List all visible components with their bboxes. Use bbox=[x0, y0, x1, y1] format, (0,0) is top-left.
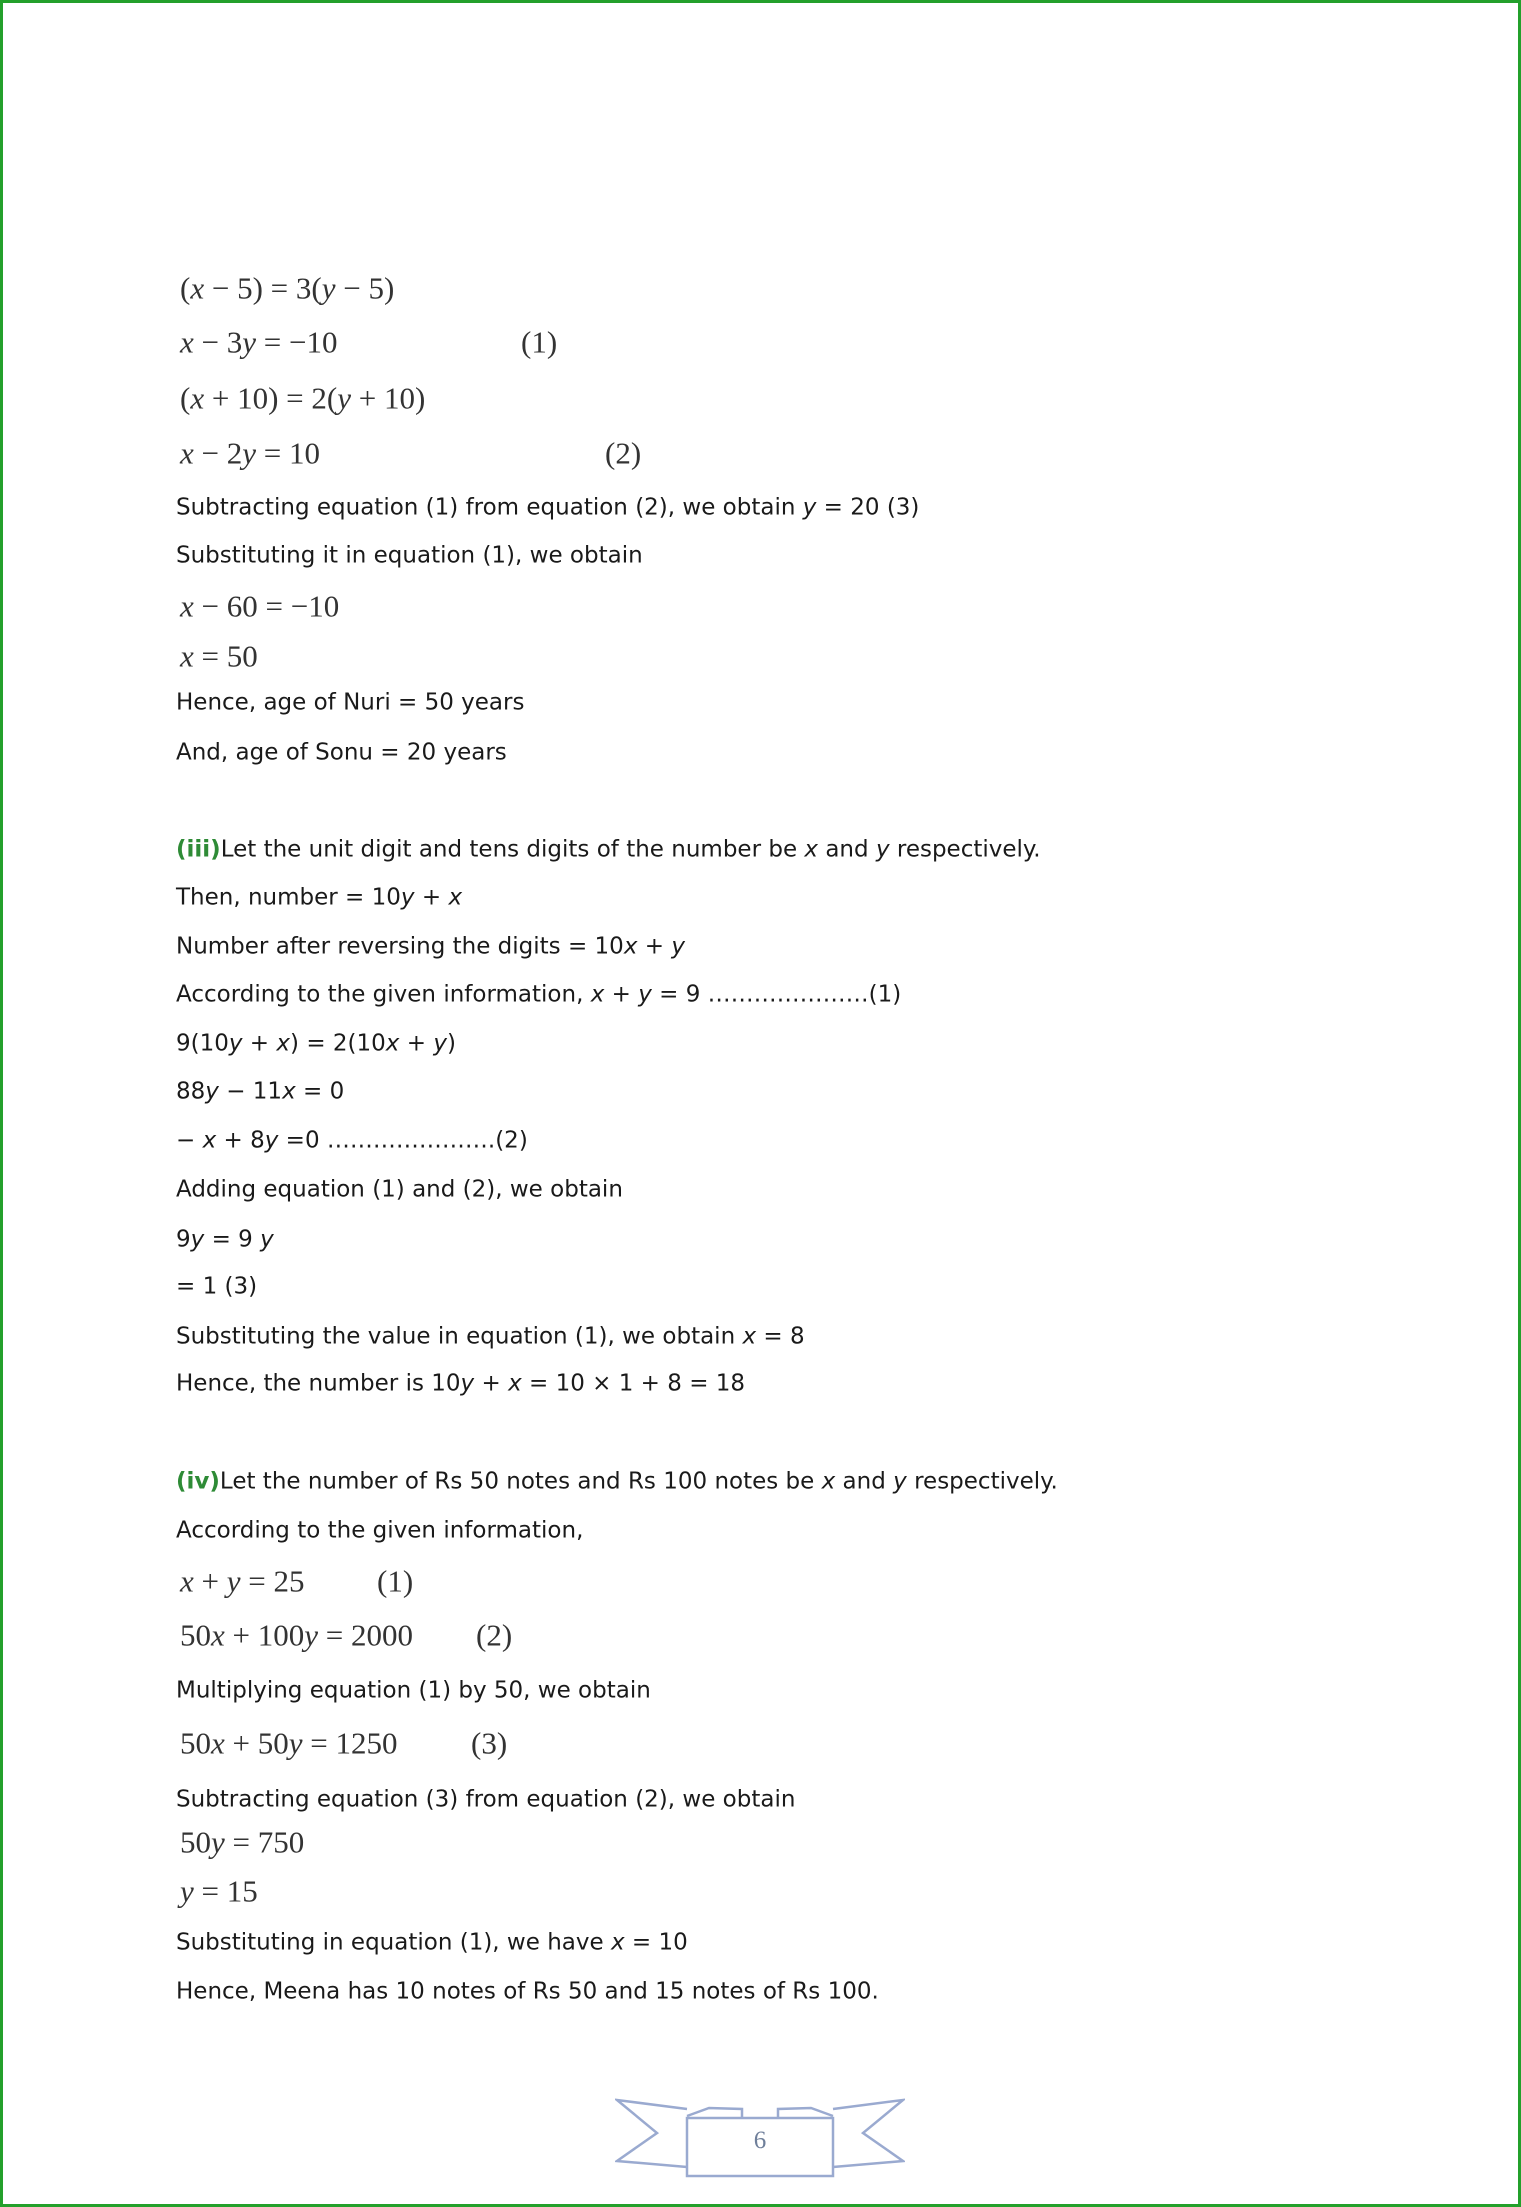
text-segment: − bbox=[176, 1127, 203, 1154]
variable: x bbox=[276, 1030, 291, 1057]
variable: x bbox=[211, 1725, 225, 1761]
equation-number: (1) bbox=[377, 1563, 414, 1599]
variable: x bbox=[821, 1468, 836, 1495]
text-segment: = 10 × 1 + 8 = 18 bbox=[521, 1370, 746, 1397]
variable: x bbox=[211, 1617, 225, 1653]
text-segment: + 10) bbox=[350, 380, 426, 416]
text-segment: According to the given information, bbox=[176, 1517, 584, 1544]
variable: x bbox=[190, 270, 205, 306]
text-segment: respectively. bbox=[889, 836, 1041, 863]
text-line bbox=[176, 1978, 879, 2005]
text-line bbox=[176, 1929, 688, 1956]
part-label: (iv) bbox=[176, 1468, 220, 1495]
equation-line bbox=[180, 324, 558, 360]
text-segment: and bbox=[818, 836, 876, 863]
text-segment: Subtracting equation (3) from equation (2), we obtain bbox=[176, 1786, 796, 1813]
text-segment: = 8 bbox=[756, 1323, 805, 1350]
text-segment: Number after reversing the digits = 10 bbox=[176, 933, 624, 960]
text-segment: = 10 bbox=[624, 1929, 688, 1956]
equation-line bbox=[180, 380, 426, 416]
equation-line bbox=[180, 1725, 508, 1761]
equation-number: (2) bbox=[605, 435, 642, 471]
text-segment: =0 ………………….(2) bbox=[278, 1127, 528, 1154]
text-line bbox=[176, 1176, 623, 1203]
text-segment: ( bbox=[180, 380, 191, 416]
equation-number: (3) bbox=[471, 1725, 508, 1761]
text-segment: According to the given information, bbox=[176, 981, 591, 1008]
text-segment: − 3 bbox=[193, 324, 243, 360]
text-segment: = 1 (3) bbox=[176, 1273, 258, 1300]
variable: y bbox=[337, 380, 351, 416]
text-segment: − 11 bbox=[218, 1078, 283, 1105]
variable: x bbox=[590, 981, 605, 1008]
text-segment: ) bbox=[446, 1030, 456, 1057]
text-segment: 50 bbox=[180, 1617, 211, 1653]
text-segment: + 8 bbox=[216, 1127, 265, 1154]
text-segment: + bbox=[399, 1030, 434, 1057]
page-number: 6 bbox=[753, 2127, 767, 2154]
equation-line bbox=[180, 270, 395, 306]
text-segment: + bbox=[604, 981, 639, 1008]
text-segment: = 2000 bbox=[318, 1617, 413, 1653]
part-label: (iii) bbox=[176, 836, 221, 863]
text-segment: And, age of Sonu = 20 years bbox=[176, 739, 507, 766]
variable: x bbox=[610, 1929, 625, 1956]
text-segment: ( bbox=[180, 270, 191, 306]
variable: y bbox=[180, 1873, 194, 1909]
variable: y bbox=[460, 1370, 475, 1397]
variable: x bbox=[742, 1323, 757, 1350]
text-line bbox=[176, 1468, 1058, 1495]
text-segment: Hence, the number is 10 bbox=[176, 1370, 461, 1397]
text-line bbox=[176, 884, 463, 911]
text-segment: 88 bbox=[176, 1078, 206, 1105]
variable: y bbox=[226, 1563, 241, 1599]
variable: y bbox=[288, 1725, 303, 1761]
text-segment: Subtracting equation (1) from equation (2), we obtain bbox=[176, 494, 803, 521]
variable: y bbox=[190, 1226, 205, 1253]
text-segment: = 25 bbox=[240, 1563, 305, 1599]
variable: x bbox=[180, 324, 194, 360]
text-line bbox=[176, 1517, 584, 1544]
text-segment: = 1250 bbox=[302, 1725, 398, 1761]
text-segment: = 9 bbox=[204, 1226, 261, 1253]
text-segment: 9(10 bbox=[176, 1030, 229, 1057]
text-segment: Multiplying equation (1) by 50, we obtain bbox=[176, 1677, 651, 1704]
text-segment: = 750 bbox=[224, 1824, 305, 1860]
variable: x bbox=[448, 884, 463, 911]
variable: y bbox=[242, 324, 257, 360]
text-segment: Adding equation (1) and (2), we obtain bbox=[176, 1176, 623, 1203]
text-segment: + 10) = 2( bbox=[204, 380, 338, 416]
text-segment: Hence, Meena has 10 notes of Rs 50 and 15 notes of Rs 100. bbox=[176, 1978, 879, 2005]
variable: y bbox=[304, 1617, 319, 1653]
text-segment: Then, number = 10 bbox=[176, 884, 401, 911]
text-segment: Let the number of Rs 50 notes and Rs 100 notes be bbox=[219, 1468, 822, 1495]
text-segment: = 0 bbox=[295, 1078, 345, 1105]
variable: y bbox=[205, 1078, 219, 1105]
text-line bbox=[176, 981, 902, 1008]
text-segment: + bbox=[414, 884, 449, 911]
text-segment: + bbox=[637, 933, 672, 960]
variable: x bbox=[282, 1078, 296, 1105]
text-segment: + bbox=[242, 1030, 277, 1057]
equation-line bbox=[180, 1824, 305, 1860]
text-segment: 9 bbox=[176, 1226, 191, 1253]
text-segment: Substituting the value in equation (1), we obtain bbox=[176, 1323, 743, 1350]
equation-line bbox=[180, 435, 642, 471]
equation-number: (2) bbox=[476, 1617, 513, 1653]
variable: y bbox=[433, 1030, 447, 1057]
variable: y bbox=[321, 270, 336, 306]
variable: y bbox=[264, 1127, 279, 1154]
variable: x bbox=[180, 435, 194, 471]
text-segment: Let the unit digit and tens digits of the number be bbox=[220, 836, 805, 863]
text-segment: = 15 bbox=[193, 1873, 258, 1909]
text-line bbox=[176, 1370, 746, 1397]
text-line bbox=[176, 1030, 456, 1057]
variable: y bbox=[242, 435, 257, 471]
variable: y bbox=[638, 981, 652, 1008]
variable: x bbox=[180, 638, 194, 674]
text-segment: − 2 bbox=[193, 435, 243, 471]
text-segment: − 60 = −10 bbox=[193, 588, 340, 624]
variable: x bbox=[623, 933, 638, 960]
text-segment: + bbox=[193, 1563, 227, 1599]
text-segment: = 9 …………………(1) bbox=[651, 981, 902, 1008]
text-segment: 50 bbox=[180, 1824, 211, 1860]
equation-line bbox=[180, 588, 340, 624]
text-segment: = 10 bbox=[256, 435, 320, 471]
variable: x bbox=[190, 380, 205, 416]
text-line bbox=[176, 542, 643, 569]
variable: x bbox=[385, 1030, 400, 1057]
text-segment: = 50 bbox=[193, 638, 258, 674]
text-line bbox=[176, 689, 525, 716]
text-line bbox=[176, 836, 1041, 863]
text-line bbox=[176, 1127, 528, 1154]
text-segment: Substituting in equation (1), we have bbox=[176, 1929, 611, 1956]
text-line bbox=[176, 933, 685, 960]
equation-line bbox=[180, 1617, 513, 1653]
variable: y bbox=[400, 884, 415, 911]
variable: y bbox=[875, 836, 890, 863]
variable: x bbox=[202, 1127, 217, 1154]
text-line bbox=[176, 1273, 258, 1300]
variable: y bbox=[211, 1824, 225, 1860]
text-segment: respectively. bbox=[906, 1468, 1058, 1495]
variable: y bbox=[893, 1468, 907, 1495]
variable: y bbox=[671, 933, 685, 960]
equation-line bbox=[180, 638, 258, 674]
text-segment: + 100 bbox=[224, 1617, 305, 1653]
variable: x bbox=[180, 588, 194, 624]
variable: y bbox=[802, 494, 817, 521]
text-segment: Hence, age of Nuri = 50 years bbox=[176, 689, 525, 716]
text-line bbox=[176, 739, 507, 766]
text-segment: − 5) = 3( bbox=[204, 270, 322, 306]
text-line bbox=[176, 1786, 796, 1813]
text-segment: − 5) bbox=[335, 270, 395, 306]
variable: y bbox=[260, 1226, 274, 1253]
text-line bbox=[176, 1078, 345, 1105]
text-segment: 50 bbox=[180, 1725, 211, 1761]
text-segment: = 20 (3) bbox=[816, 494, 920, 521]
variable: x bbox=[804, 836, 819, 863]
variable: x bbox=[180, 1563, 194, 1599]
text-line bbox=[176, 1323, 805, 1350]
text-line bbox=[176, 1226, 274, 1253]
equation-line bbox=[180, 1563, 414, 1599]
text-segment: + bbox=[474, 1370, 509, 1397]
variable: x bbox=[508, 1370, 522, 1397]
text-segment: Substituting it in equation (1), we obtain bbox=[176, 542, 643, 569]
page-number-ribbon bbox=[615, 2085, 905, 2191]
equation-line bbox=[180, 1873, 258, 1909]
text-line bbox=[176, 494, 920, 521]
text-segment: = −10 bbox=[256, 324, 338, 360]
text-segment: + 50 bbox=[224, 1725, 289, 1761]
variable: y bbox=[228, 1030, 243, 1057]
text-segment: and bbox=[835, 1468, 894, 1495]
equation-number: (1) bbox=[521, 324, 558, 360]
text-segment: ) = 2(10 bbox=[290, 1030, 386, 1057]
text-line bbox=[176, 1677, 651, 1704]
